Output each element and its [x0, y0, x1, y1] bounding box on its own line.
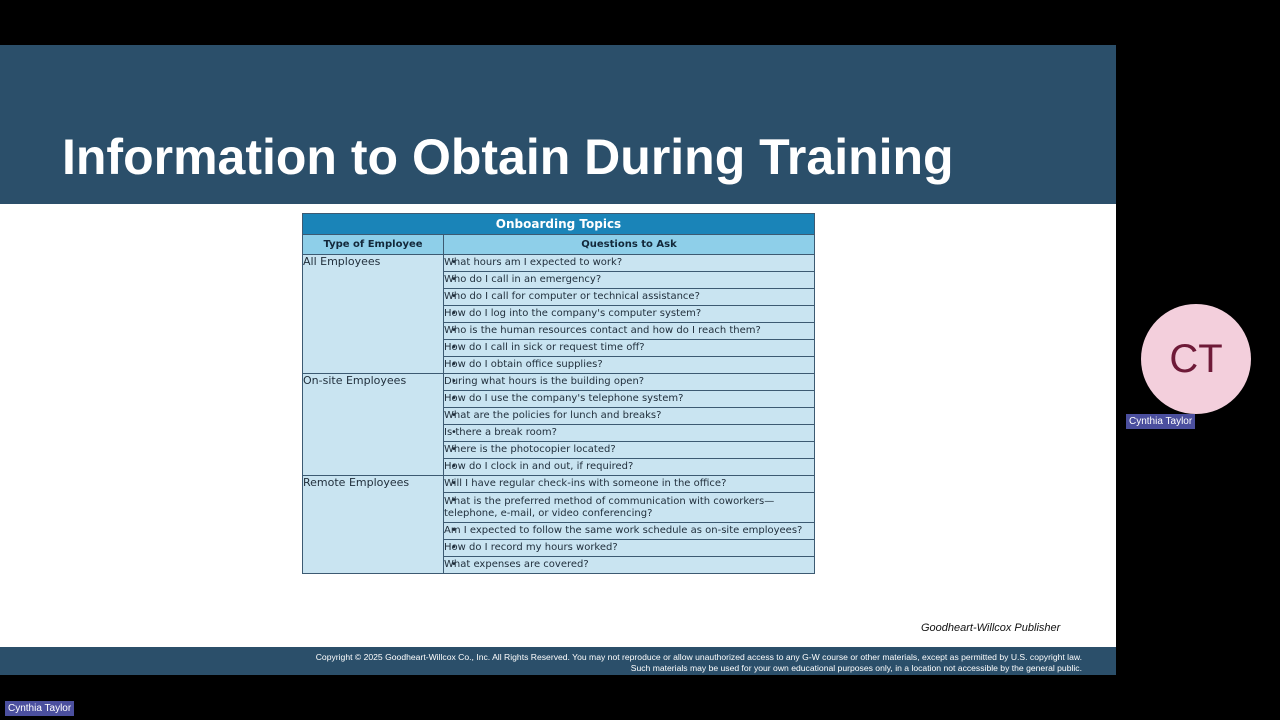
copyright-line-1: Copyright © 2025 Goodheart-Willcox Co., Inc. All Rights Reserved. You may not reproduce or allow unauthorized access to any G-W course or other materials, except as permitted by U.S. copyright law.	[315, 652, 1082, 662]
copyright-line-2: Such materials may be used for your own educational purposes only, in a location not accessible by the general public.	[630, 663, 1082, 673]
employee-type-cell: On-site Employees	[303, 374, 444, 476]
column-header-type: Type of Employee	[303, 235, 444, 255]
publisher-credit: Goodheart-Willcox Publisher	[921, 622, 1061, 634]
participant-avatar[interactable]	[1141, 304, 1251, 414]
onboarding-table-wrapper	[302, 213, 815, 574]
table-row	[303, 374, 815, 391]
participant-name-tag: Cynthia Taylor	[1126, 414, 1195, 429]
slide-footer	[0, 647, 1116, 675]
onboarding-topics-table	[302, 213, 815, 574]
slide-title: Information to Obtain During Training	[62, 129, 954, 185]
question-cell: • Is there a break room?	[444, 425, 815, 442]
question-cell: • How do I log into the company's computer system?	[444, 306, 815, 323]
question-cell: • How do I clock in and out, if required?	[444, 459, 815, 476]
question-cell: • What are the policies for lunch and breaks?	[444, 408, 815, 425]
question-cell: • Where is the photocopier located?	[444, 442, 815, 459]
question-cell: • What hours am I expected to work?	[444, 255, 815, 272]
question-cell: • Who do I call for computer or technical assistance?	[444, 289, 815, 306]
shared-slide	[0, 45, 1116, 675]
question-cell: • Am I expected to follow the same work schedule as on-site employees?	[444, 523, 815, 540]
question-cell: • What expenses are covered?	[444, 557, 815, 574]
question-cell: • How do I call in sick or request time off?	[444, 340, 815, 357]
employee-type-cell: Remote Employees	[303, 476, 444, 574]
question-cell: • Who is the human resources contact and how do I reach them?	[444, 323, 815, 340]
column-header-questions: Questions to Ask	[444, 235, 815, 255]
question-cell: • What is the preferred method of communication with coworkers—telephone, e-mail, or video conferencing?	[444, 493, 815, 523]
avatar-initials: CT	[1169, 336, 1223, 381]
self-view-name-tag: Cynthia Taylor	[5, 701, 74, 716]
question-cell: • How do I obtain office supplies?	[444, 357, 815, 374]
question-cell: • Will I have regular check-ins with someone in the office?	[444, 476, 815, 493]
table-header-row	[303, 235, 815, 255]
question-cell: • How do I use the company's telephone system?	[444, 391, 815, 408]
table-caption-row	[303, 214, 815, 235]
table-body	[303, 255, 815, 574]
employee-type-cell: All Employees	[303, 255, 444, 374]
table-caption: Onboarding Topics	[303, 214, 815, 235]
question-cell: • Who do I call in an emergency?	[444, 272, 815, 289]
question-cell: • How do I record my hours worked?	[444, 540, 815, 557]
slide-header	[0, 45, 1116, 204]
question-cell: • During what hours is the building open?	[444, 374, 815, 391]
table-row	[303, 255, 815, 272]
table-row	[303, 476, 815, 493]
